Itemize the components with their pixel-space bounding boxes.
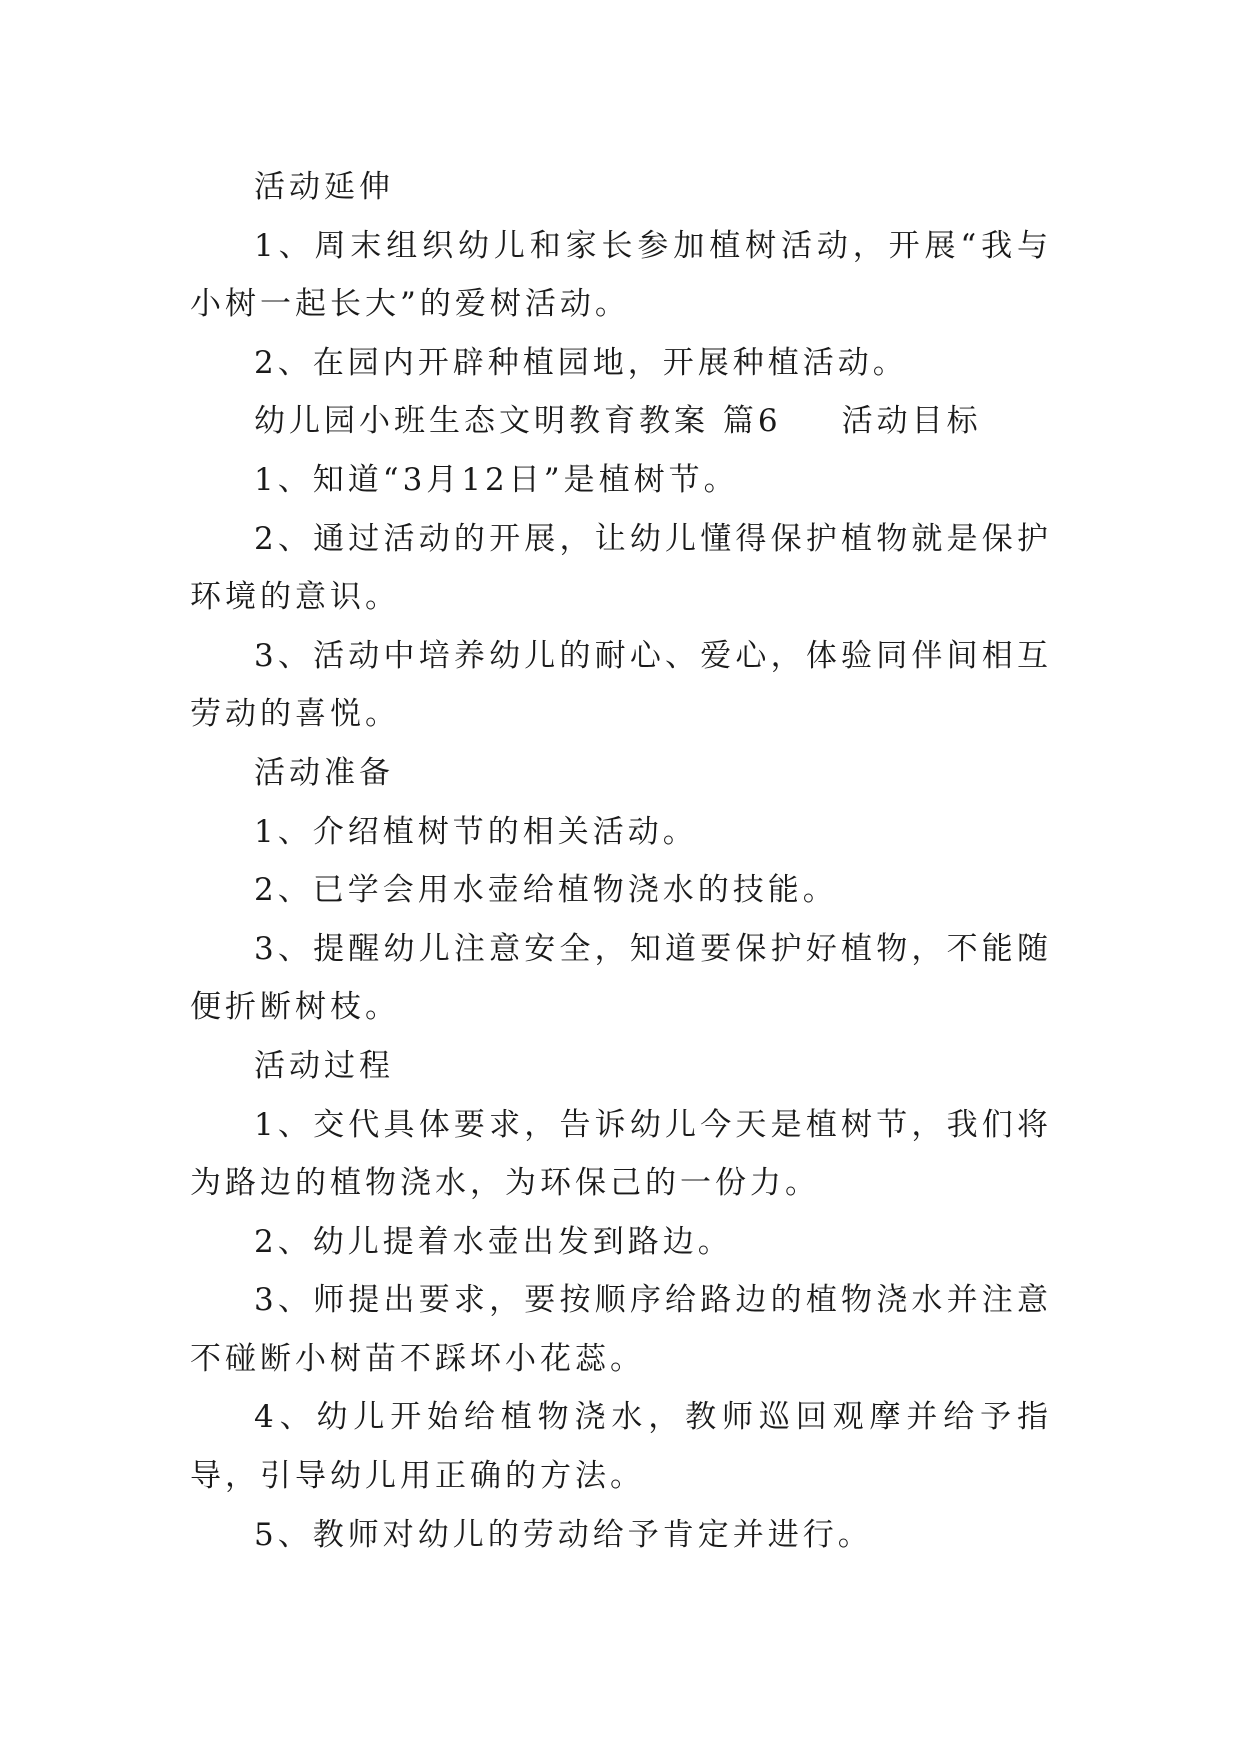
heading-activity-preparation: 活动准备 — [254, 754, 394, 791]
heading-activity-extension: 活动延伸 — [254, 169, 394, 205]
heading-activity-process: 活动过程 — [254, 1047, 394, 1084]
paragraph-process-4: 4、幼儿开始给植物浇水，教师巡回观摩并给予指导，引导幼儿用正确的方法。 — [190, 1399, 1052, 1495]
paragraph-process-3: 3、师提出要求，要按顺序给路边的植物浇水并注意不碰断小树苗不踩坏小花蕊。 — [190, 1282, 1052, 1377]
paragraph-extension-2: 2、在园内开辟种植园地，开展种植活动。 — [254, 344, 908, 381]
heading-activity-goals: 活动目标 — [841, 403, 982, 440]
lesson-title-line — [190, 392, 1052, 451]
paragraph-goal-2: 2、通过活动的开展，让幼儿懂得保护植物就是保护环境的意识。 — [190, 520, 1052, 616]
paragraph-preparation-3: 3、提醒幼儿注意安全，知道要保护好植物，不能随便折断树枝。 — [190, 930, 1052, 1026]
document-body — [190, 158, 1052, 1564]
paragraph-process-2: 2、幼儿提着水壶出发到路边。 — [254, 1223, 733, 1260]
paragraph-process-1: 1、交代具体要求，告诉幼儿今天是植树节，我们将为路边的植物浇水，为环保己的一份力。 — [190, 1106, 1052, 1202]
paragraph-preparation-2: 2、已学会用水壶给植物浇水的技能。 — [254, 872, 838, 909]
paragraph-preparation-1: 1、介绍植树节的相关活动。 — [254, 813, 698, 850]
paragraph-extension-1: 1、周末组织幼儿和家长参加植树活动，开展“我与小树一起长大”的爱树活动。 — [190, 227, 1052, 323]
paragraph-process-5: 5、教师对幼儿的劳动给予肯定并进行。 — [254, 1516, 873, 1553]
paragraph-goal-3: 3、活动中培养幼儿的耐心、爱心，体验同伴间相互劳动的喜悦。 — [190, 637, 1052, 733]
lesson-title: 幼儿园小班生态文明教育教案 篇6 — [254, 403, 782, 440]
paragraph-goal-1: 1、知道“3月12日”是植树节。 — [254, 461, 739, 498]
